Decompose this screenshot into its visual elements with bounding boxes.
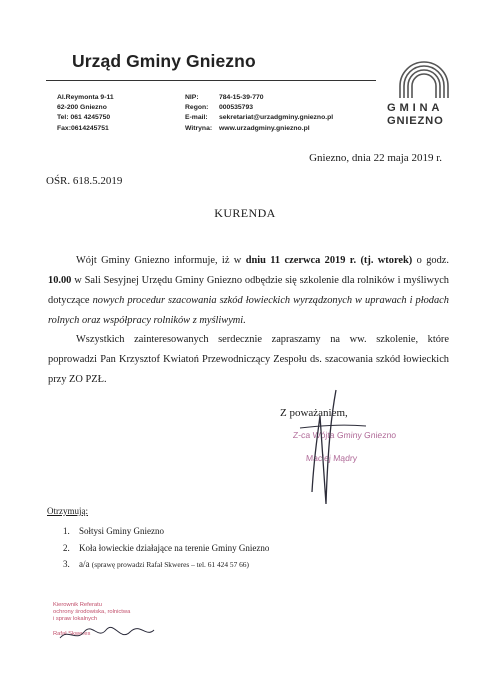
logo-text-gniezno: GNIEZNO — [387, 115, 444, 127]
p1-text-2: o godz. — [412, 255, 449, 266]
paragraph-announcement — [48, 251, 449, 331]
stamp-line: Rafał Skweres — [53, 630, 91, 637]
email-label: E-mail: — [185, 114, 208, 122]
contact-labels — [185, 93, 212, 134]
document-title: KURENDA — [214, 206, 276, 220]
nip-value: 784-15-39-770 — [219, 94, 264, 101]
address-street: Al.Reymonta 9-11 — [57, 94, 114, 101]
signature-stamp-name: Maciej Mądry — [305, 453, 358, 463]
p1-meeting-date: dniu 11 czerwca 2019 r. (tj. wtorek) — [245, 255, 413, 266]
list-item-text: a/a — [79, 559, 90, 569]
website-link[interactable]: www.urzadgminy.gniezno.pl — [219, 124, 310, 132]
signature-stamp-title: Z-ca Wójta Gminy Gniezno — [292, 430, 397, 440]
office-name: Urząd Gminy Gniezno — [72, 51, 256, 71]
contact-values — [219, 93, 333, 134]
list-item-number: 2. — [63, 542, 70, 553]
closing-salutation: Z poważaniem, — [280, 407, 348, 419]
reference-number: OŚR. 618.5.2019 — [46, 175, 123, 187]
office-address — [57, 93, 114, 134]
date-line: Gniezno, dnia 22 maja 2019 r. — [309, 152, 442, 164]
list-item — [63, 540, 269, 557]
list-item-note: (sprawę prowadzi Rafał Skweres – tel. 61 424 57 66) — [91, 560, 249, 569]
regon-label: Regon: — [185, 104, 209, 112]
stamp-line: i spraw lokalnych — [53, 616, 98, 623]
website-label: Witryna: — [185, 124, 213, 132]
p1-training-topic: nowych procedur szacowania szkód łowieckich wyrządzonych w uprawach i płodach rolnych oraz współpracy rolników z myśliwymi. — [48, 295, 449, 326]
initials-scribble-icon — [58, 620, 158, 646]
p1-text-1: Wójt Gminy Gniezno informuje, iż w — [76, 255, 246, 266]
handwritten-signature-icon — [240, 372, 410, 512]
p2-text: Wszystkich zainteresowanych serdecznie zapraszamy na ww. szkolenie, które poprowadzi Pan Krzysztof Kwiatoń Przewodniczący Zespołu ds. szacowania szkód łowieckich przy ZO PZŁ. — [48, 334, 449, 385]
recipients-list — [63, 523, 269, 574]
stamp-line: ochrony środowiska, rolnictwa — [53, 609, 131, 616]
address-phone: Tel: 061 4245750 — [57, 114, 111, 122]
address-city: 62-200 Gniezno — [57, 104, 107, 112]
p1-text-3: w Sali Sesyjnej Urzędu Gminy Gniezno odbędzie się szkolenie dla rolników i myśliwych dotyczące — [48, 275, 449, 306]
list-item — [63, 523, 269, 540]
nip-label: NIP: — [185, 94, 199, 101]
list-item — [63, 556, 269, 574]
list-item-number: 3. — [63, 559, 70, 569]
email-link[interactable]: sekretariat@urzadgminy.gniezno.pl — [219, 114, 334, 122]
recipients-title: Otrzymują: — [47, 506, 88, 516]
address-fax: Fax:0614245751 — [57, 124, 109, 132]
list-item-number: 1. — [63, 526, 70, 536]
list-item-text: Koła łowieckie działające na terenie Gminy Gniezno — [79, 542, 270, 553]
header-rule — [46, 80, 376, 81]
regon-value: 000535793 — [219, 104, 254, 112]
logo-text-gmina: GMINA — [387, 102, 444, 114]
p1-meeting-time: 10.00 — [48, 275, 72, 286]
list-item-text: Sołtysi Gminy Gniezno — [79, 526, 164, 536]
stamp-line: Kierownik Referatu — [53, 602, 102, 608]
